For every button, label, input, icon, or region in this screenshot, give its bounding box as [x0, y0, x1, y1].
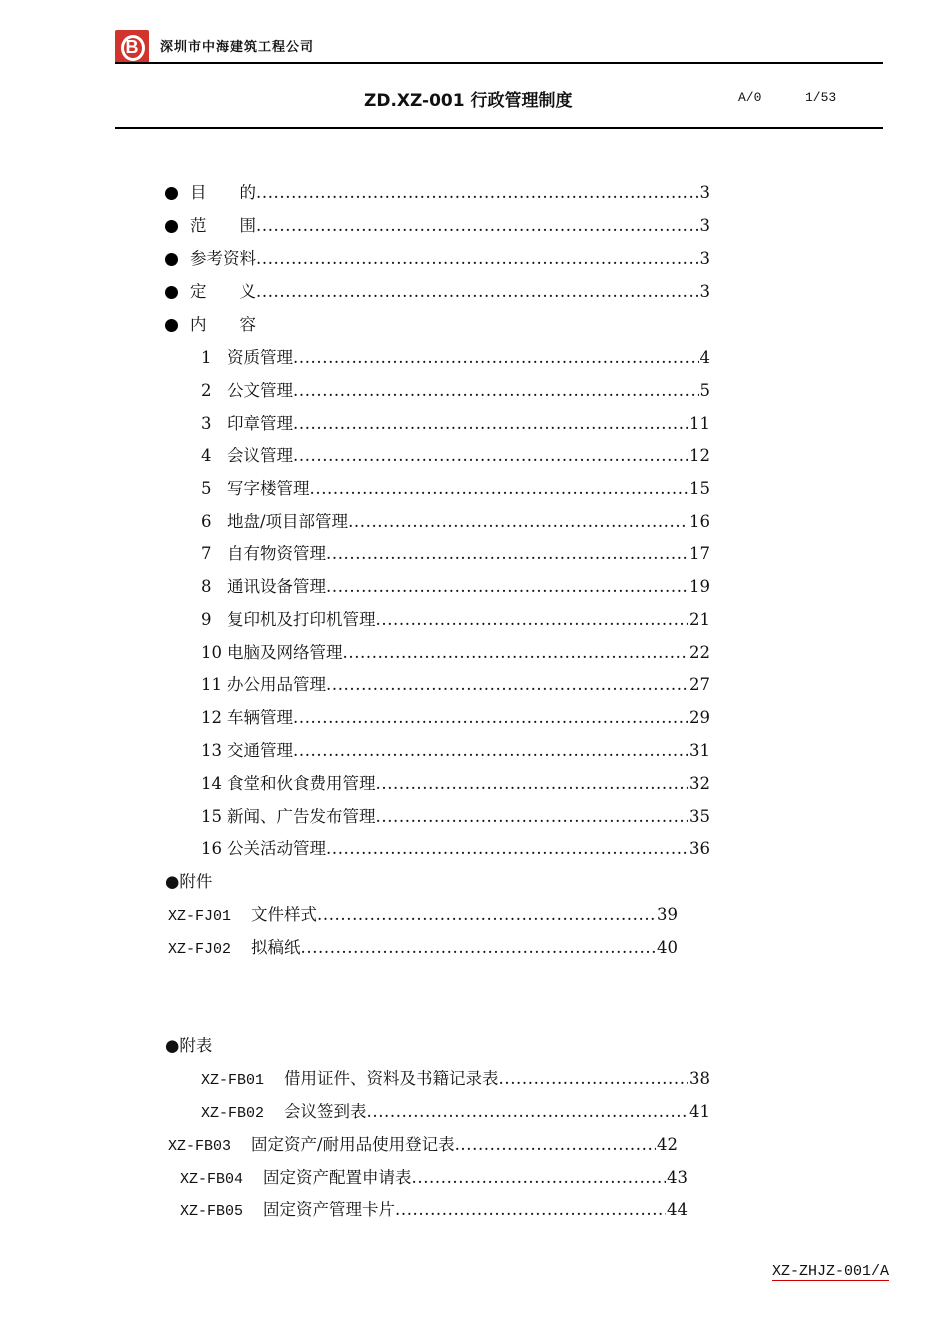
- toc-label: 定 义: [190, 282, 256, 301]
- form-label: 固定资产/耐用品使用登记表: [251, 1135, 455, 1154]
- toc-subitem[interactable]: [201, 641, 710, 665]
- toc-page: 16: [689, 512, 710, 531]
- attachment-label: 拟稿纸: [251, 938, 301, 957]
- dot-leader: [376, 608, 689, 632]
- bullet-icon: [165, 220, 178, 233]
- toc-page: 3: [699, 216, 710, 235]
- forms-heading: ●附表: [165, 1036, 213, 1055]
- dot-leader: [256, 280, 699, 304]
- toc-subitem[interactable]: [201, 379, 710, 403]
- dot-leader: [293, 706, 688, 730]
- toc-number: 4: [201, 446, 212, 465]
- toc-number: 14: [201, 774, 222, 793]
- attachments-heading: ●附件: [165, 872, 213, 891]
- toc-label: 食堂和伙食费用管理: [227, 774, 376, 793]
- form-label: 固定资产管理卡片: [263, 1200, 396, 1219]
- dot-leader: [499, 1067, 688, 1091]
- toc-subitem[interactable]: [201, 608, 710, 632]
- dot-leader: [326, 542, 688, 566]
- dot-leader: [293, 739, 688, 763]
- toc-subitem[interactable]: [201, 346, 710, 370]
- toc-page: 12: [689, 446, 710, 465]
- toc-number: 5: [201, 479, 212, 498]
- dot-leader: [256, 247, 699, 271]
- dot-leader: [317, 903, 656, 927]
- toc-label: 复印机及打印机管理: [227, 610, 376, 629]
- form-page: 41: [689, 1102, 710, 1121]
- toc-label: 公文管理: [227, 381, 293, 400]
- toc-page: 31: [689, 741, 710, 760]
- toc-label: 范 围: [190, 216, 256, 235]
- toc-page: 3: [699, 183, 710, 202]
- form-page: 44: [667, 1200, 688, 1219]
- toc-subitem[interactable]: [201, 412, 710, 436]
- header-divider: [115, 62, 883, 64]
- toc-label: 公关活动管理: [227, 839, 326, 858]
- attachment-item[interactable]: [168, 936, 678, 960]
- form-code: XZ-FB03: [168, 1138, 232, 1155]
- dot-leader: [395, 1198, 666, 1222]
- form-item[interactable]: [201, 1100, 710, 1124]
- dot-leader: [293, 412, 688, 436]
- toc-number: 2: [201, 381, 212, 400]
- bullet-icon: [165, 253, 178, 266]
- form-item[interactable]: [180, 1198, 688, 1222]
- form-code: XZ-FB05: [180, 1203, 244, 1220]
- dot-leader: [326, 837, 688, 861]
- toc-number: 6: [201, 512, 212, 531]
- toc-page: 3: [699, 282, 710, 301]
- toc-subitem[interactable]: [201, 739, 710, 763]
- attachment-label: 文件样式: [251, 905, 318, 924]
- dot-leader: [376, 805, 689, 829]
- toc-label: 地盘/项目部管理: [227, 512, 349, 531]
- toc-page: 27: [689, 675, 710, 694]
- document-title: ZD.XZ-001 行政管理制度: [364, 91, 573, 111]
- toc-label: 车辆管理: [227, 708, 293, 727]
- form-label: 会议签到表: [284, 1102, 367, 1121]
- toc-subitem[interactable]: [201, 706, 710, 730]
- toc-page: 17: [689, 544, 710, 563]
- toc-label: 参考资料: [190, 249, 256, 268]
- toc-subitem[interactable]: [201, 837, 710, 861]
- toc-page: 11: [689, 414, 710, 433]
- toc-subitem[interactable]: [201, 805, 710, 829]
- toc-number: 10: [201, 643, 222, 662]
- dot-leader: [348, 510, 688, 534]
- toc-label: 写字楼管理: [227, 479, 310, 498]
- form-item[interactable]: [201, 1067, 710, 1091]
- toc-label: 内 容: [190, 315, 256, 334]
- company-name: 深圳市中海建筑工程公司: [160, 40, 315, 55]
- attachment-code: XZ-FJ02: [168, 941, 232, 958]
- toc-number: 1: [201, 348, 212, 367]
- form-item[interactable]: [168, 1133, 678, 1157]
- attachment-page: 40: [657, 938, 678, 957]
- form-code: XZ-FB02: [201, 1105, 265, 1122]
- toc-item[interactable]: [165, 280, 710, 304]
- form-page: 43: [667, 1168, 688, 1187]
- toc-subitem[interactable]: [201, 542, 710, 566]
- toc-subitem[interactable]: [201, 444, 710, 468]
- toc-label: 办公用品管理: [227, 675, 326, 694]
- dot-leader: [293, 444, 688, 468]
- toc-number: 11: [201, 675, 222, 694]
- toc-item[interactable]: [165, 313, 710, 337]
- toc-subitem[interactable]: [201, 772, 710, 796]
- toc-label: 印章管理: [227, 414, 293, 433]
- form-label: 借用证件、资料及书籍记录表: [284, 1069, 499, 1088]
- toc-number: 12: [201, 708, 222, 727]
- bullet-icon: [165, 286, 178, 299]
- toc-number: 8: [201, 577, 212, 596]
- toc-page: 35: [689, 807, 710, 826]
- company-logo: [115, 30, 149, 64]
- bullet-icon: [165, 187, 178, 200]
- toc-label: 资质管理: [227, 348, 293, 367]
- toc-subitem[interactable]: [201, 477, 710, 501]
- toc-label: 自有物资管理: [227, 544, 326, 563]
- dot-leader: [301, 936, 656, 960]
- footer-code-text: XZ-ZHJZ-001/A: [772, 1263, 890, 1280]
- toc-label: 通讯设备管理: [227, 577, 326, 596]
- dot-leader: [293, 379, 699, 403]
- dot-leader: [343, 641, 689, 665]
- dot-leader: [412, 1166, 666, 1190]
- toc-item[interactable]: [165, 181, 710, 205]
- attachment-code: XZ-FJ01: [168, 908, 232, 925]
- toc-number: 9: [201, 610, 212, 629]
- form-code: XZ-FB04: [180, 1171, 244, 1188]
- dot-leader: [376, 772, 689, 796]
- toc-page: 3: [699, 249, 710, 268]
- dot-leader: [256, 181, 699, 205]
- form-label: 固定资产配置申请表: [263, 1168, 412, 1187]
- toc-number: 3: [201, 414, 212, 433]
- toc-label: 会议管理: [227, 446, 293, 465]
- attachment-page: 39: [657, 905, 678, 924]
- form-code: XZ-FB01: [201, 1072, 265, 1089]
- toc-subitem[interactable]: [201, 575, 710, 599]
- dot-leader: [326, 575, 688, 599]
- dot-leader: [367, 1100, 688, 1124]
- toc-label: 目 的: [190, 183, 256, 202]
- attachment-item[interactable]: [168, 903, 678, 927]
- toc-page: 19: [689, 577, 710, 596]
- form-page: 42: [657, 1135, 678, 1154]
- footer-document-code: [772, 1263, 889, 1281]
- form-page: 38: [689, 1069, 710, 1088]
- toc-page: 29: [689, 708, 710, 727]
- dot-leader: [326, 673, 688, 697]
- toc-number: 7: [201, 544, 212, 563]
- dot-leader: [293, 346, 699, 370]
- toc-subitem[interactable]: [201, 673, 710, 697]
- toc-page: 15: [689, 479, 710, 498]
- logo-letter: B: [125, 37, 139, 57]
- title-divider: [115, 127, 883, 129]
- dot-leader: [455, 1133, 656, 1157]
- toc-page: 32: [689, 774, 710, 793]
- bullet-icon: [165, 319, 178, 332]
- form-item[interactable]: [180, 1166, 688, 1190]
- toc-label: 新闻、广告发布管理: [227, 807, 376, 826]
- revision-label: A/0: [738, 90, 762, 105]
- toc-page: 22: [689, 643, 710, 662]
- dot-leader: [256, 214, 699, 238]
- toc-number: 13: [201, 741, 222, 760]
- toc-page: 21: [689, 610, 710, 629]
- toc-subitem[interactable]: [201, 510, 710, 534]
- dot-leader: [310, 477, 689, 501]
- toc-item[interactable]: [165, 214, 710, 238]
- toc-page: 5: [699, 381, 710, 400]
- toc-page: 36: [689, 839, 710, 858]
- toc-label: 交通管理: [227, 741, 293, 760]
- toc-number: 15: [201, 807, 222, 826]
- page-number: 1/53: [805, 90, 837, 105]
- toc-page: 4: [699, 348, 710, 367]
- toc-number: 16: [201, 839, 222, 858]
- toc-label: 电脑及网络管理: [227, 643, 343, 662]
- toc-item[interactable]: [165, 247, 710, 271]
